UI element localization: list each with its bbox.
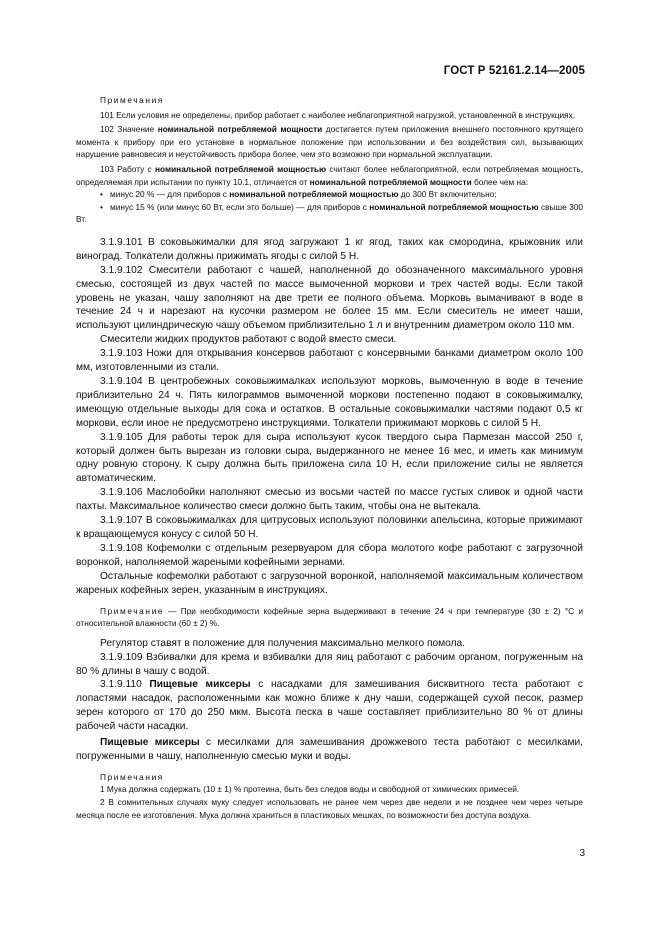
note-102: 102 Значение номинальной потребляемой мощности достигается путем приложения внешнего постоянного крутящего момента к прибору при его установке в нормальное положение при использовании и без воздействия сил, вызывающих нарушение равновесия и неустойчивость прибора более, чем это возможно при нормальной эксплуатации.: [76, 124, 583, 160]
clause-3-1-9-105: 3.1.9.105 Для работы терок для сыра используют кусок твердого сыра Пармезан массой 250 г, который должен быть вырезан из головки сыра, выдержанного не менее 16 мес, и иметь как минимум одну ровную сторону. К сыру должна быть приложена сила 10 Н, если приложение силы не является автоматическим.: [76, 431, 583, 485]
clause-paragraph: Регулятор ставят в положение для получения максимально мелкого помола.: [100, 637, 466, 649]
clause-3-1-9-103: 3.1.9.103 Ножи для открывания консервов работают с консервными банками диаметром около 100 мм, изготовленными из стали.: [76, 348, 583, 374]
bullet-icon: •: [100, 189, 103, 200]
clause-3-1-9-108: 3.1.9.108 Кофемолки с отдельным резервуаром для сбора молотого кофе работают с загрузочной воронкой, наполняемой жареными кофейными зернами.: [76, 542, 583, 568]
standard-code-header: ГОСТ Р 52161.2.14—2005: [443, 65, 585, 77]
notes-block-1: [76, 94, 583, 226]
clause-3-1-9-107: 3.1.9.107 В соковыжималках для цитрусовых используют половинки апельсина, которые прижимают к вращающемуся конусу с силой 50 Н.: [76, 515, 583, 540]
page-number: 3: [579, 848, 585, 859]
notes-title: Примечания: [100, 95, 164, 105]
clause-3-1-9-104: 3.1.9.104 В центробежных соковыжималках используют морковь, вымоченную в воде в течение приблизительно 24 ч. Пять килограммов вымоченной моркови постепенно подают в соковыжималку, имеющую отдельные выходы для сока и остатков. В остальные соковыжималки частями подают 0,5 кг моркови, если иное не предусмотрено инструкциями. Толкатели прижимают морковь с силой 5 Н.: [76, 376, 583, 429]
note-coffee: Примечание — При необходимости кофейные зерна выдерживают в течение 24 ч при температуре (30 ± 2) °С и относительной влажности (60 ± 2) %.: [76, 605, 583, 629]
clause-3-1-9-109: 3.1.9.109 Взбивалки для крема и взбивалки для яиц работают с рабочим органом, погруженным на 80 % длины в чашу с водой.: [76, 651, 583, 677]
note-flour-1: 1 Мука должна содержать (10 ± 1) % протеина, быть без следов воды и свободной от химических примесей.: [100, 784, 520, 795]
clause-3-1-9-101: 3.1.9.101 В соковыжималки для ягод загружают 1 кг ягод, таких как смородина, крыжовник или виноград. Толкатели должны прижимать ягоды с силой 5 Н.: [76, 236, 583, 262]
clause-3-1-9-102: 3.1.9.102 Смесители работают с чашей, наполненной до обозначенного максимального уровня смесью, состоящей из двух частей по массе вымоченной моркови и трех частей воды. Если такой уровень не указан, чашу заполняют на две трети ее полного объема. Морковь вымачивают в воде в течение 24 ч и нарезают на кусочки размером не более 15 мм. Если смеситель не имеет чаши, используют цилиндрическую чашу объемом приблизительно 1 л и внутренним диаметром около 110 мм.: [76, 264, 583, 332]
clause-paragraph: Смесители жидких продуктов работают с водой вместо смеси.: [100, 334, 397, 346]
clauses-block-1: [76, 236, 583, 598]
clause-3-1-9-110: 3.1.9.110 Пищевые миксеры с насадками для замешивания бисквитного теста работают с лопастями насадок, расположенными как можно ближе к дну чаши, содержащей сухой песок, размер зерен которого от 170 до 250 мкм. Высота песка в чаше составляет приблизительно 80 % от длины рабочей части насадки.: [76, 679, 583, 733]
note-101: 101 Если условия не определены, прибор работает с наиболее неблагоприятной нагрузкой, установленной в инструкциях.: [100, 109, 576, 120]
note-label: Примечание: [100, 605, 165, 616]
bullet-icon: •: [100, 201, 103, 212]
note-103-list: [76, 188, 583, 226]
clauses-block-2: [76, 637, 583, 764]
notes-title: Примечания: [100, 771, 164, 782]
clause-paragraph: Пищевые миксеры с месилками для замешивания дрожжевого теста работают с месилками, погруженными в чашу, наполненную смесью муки и воды.: [76, 737, 583, 762]
note-103: 103 Работу с номинальной потребляемой мощностью считают более неблагоприятной, если потребляемая мощность, определяемая при испытании по пункту 10.1, отличается от номинальной потребляемой мощности более чем на:: [76, 163, 583, 187]
note-103-item-1: • минус 20 % — для приборов с номинальной потребляемой мощностью до 300 Вт включительно;: [100, 189, 497, 200]
note-flour-2: 2 В сомнительных случаях муку следует использовать не ранее чем через две недели и не позднее чем через четыре месяца после ее изготовления. Мука должна храниться в пластиковых мешках, по возможности без доступа воздуха.: [76, 797, 583, 820]
clause-paragraph: Остальные кофемолки работают с загрузочной воронкой, наполняемой максимальным количеством жареных кофейных зерен, указанным в инструкциях.: [76, 570, 583, 596]
clause-3-1-9-106: 3.1.9.106 Маслобойки наполняют смесью из восьми частей по массе густых сливок и одной части пахты. Максимальное количество смеси должно быть таким, чтобы она не вытекала.: [76, 487, 583, 513]
notes-block-3: [76, 771, 583, 821]
page-content: [76, 94, 583, 821]
note-103-item-2: • минус 15 % (или минус 60 Вт, если это больше) — для приборов с номинальной потребляемой мощностью свыше 300 Вт.: [76, 201, 583, 225]
